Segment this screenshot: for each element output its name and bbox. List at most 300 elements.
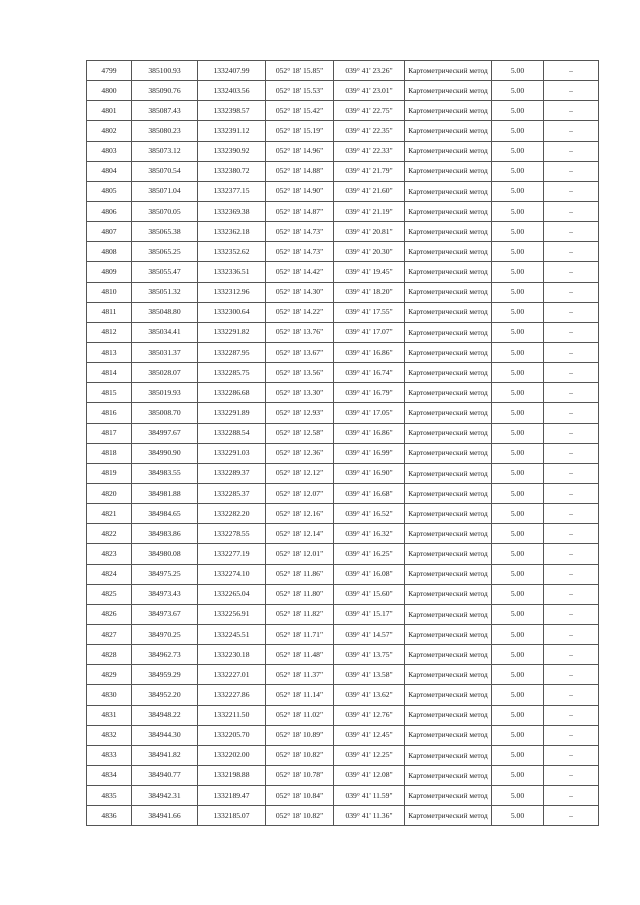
accuracy-cell: 5.00	[492, 423, 544, 443]
accuracy-cell: 5.00	[492, 806, 544, 826]
method-cell: Картометрический метод	[405, 302, 492, 322]
longitude-cell: 039° 41' 12.25"	[334, 745, 405, 765]
accuracy-cell: 5.00	[492, 101, 544, 121]
note-cell: –	[544, 121, 599, 141]
coord-x-cell: 385034.41	[132, 322, 198, 342]
longitude-cell: 039° 41' 16.08"	[334, 564, 405, 584]
note-cell: –	[544, 725, 599, 745]
coord-x-cell: 384952.20	[132, 685, 198, 705]
method-cell: Картометрический метод	[405, 383, 492, 403]
latitude-cell: 052° 18' 11.37"	[266, 665, 334, 685]
coord-y-cell: 1332245.51	[198, 624, 266, 644]
coord-x-cell: 384981.88	[132, 483, 198, 503]
note-cell: –	[544, 282, 599, 302]
method-cell: Картометрический метод	[405, 725, 492, 745]
method-cell: Картометрический метод	[405, 262, 492, 282]
coord-x-cell: 385090.76	[132, 81, 198, 101]
accuracy-cell: 5.00	[492, 81, 544, 101]
longitude-cell: 039° 41' 13.58"	[334, 665, 405, 685]
coord-x-cell: 385048.80	[132, 302, 198, 322]
latitude-cell: 052° 18' 13.76"	[266, 322, 334, 342]
longitude-cell: 039° 41' 16.32"	[334, 524, 405, 544]
coord-y-cell: 1332362.18	[198, 222, 266, 242]
coord-x-cell: 385065.38	[132, 222, 198, 242]
note-cell: –	[544, 765, 599, 785]
point-number-cell: 4815	[87, 383, 132, 403]
note-cell: –	[544, 403, 599, 423]
method-cell: Картометрический метод	[405, 645, 492, 665]
method-cell: Картометрический метод	[405, 786, 492, 806]
method-cell: Картометрический метод	[405, 121, 492, 141]
table-row	[87, 544, 599, 564]
longitude-cell: 039° 41' 19.45"	[334, 262, 405, 282]
coord-y-cell: 1332256.91	[198, 604, 266, 624]
method-cell: Картометрический метод	[405, 806, 492, 826]
table-row	[87, 463, 599, 483]
point-number-cell: 4807	[87, 222, 132, 242]
latitude-cell: 052° 18' 14.73"	[266, 222, 334, 242]
point-number-cell: 4811	[87, 302, 132, 322]
note-cell: –	[544, 604, 599, 624]
coord-x-cell: 384983.86	[132, 524, 198, 544]
method-cell: Картометрический метод	[405, 544, 492, 564]
note-cell: –	[544, 363, 599, 383]
latitude-cell: 052° 18' 12.01"	[266, 544, 334, 564]
point-number-cell: 4823	[87, 544, 132, 564]
table-row	[87, 524, 599, 544]
latitude-cell: 052° 18' 12.36"	[266, 443, 334, 463]
coord-y-cell: 1332274.10	[198, 564, 266, 584]
table-row	[87, 61, 599, 81]
table-row	[87, 705, 599, 725]
coord-x-cell: 385070.05	[132, 201, 198, 221]
coord-y-cell: 1332291.03	[198, 443, 266, 463]
point-number-cell: 4804	[87, 161, 132, 181]
note-cell: –	[544, 463, 599, 483]
point-number-cell: 4801	[87, 101, 132, 121]
note-cell: –	[544, 524, 599, 544]
method-cell: Картометрический метод	[405, 685, 492, 705]
longitude-cell: 039° 41' 18.20"	[334, 282, 405, 302]
note-cell: –	[544, 161, 599, 181]
accuracy-cell: 5.00	[492, 242, 544, 262]
note-cell: –	[544, 544, 599, 564]
accuracy-cell: 5.00	[492, 483, 544, 503]
longitude-cell: 039° 41' 21.60"	[334, 181, 405, 201]
coord-y-cell: 1332291.89	[198, 403, 266, 423]
coord-y-cell: 1332277.19	[198, 544, 266, 564]
method-cell: Картометрический метод	[405, 745, 492, 765]
point-number-cell: 4814	[87, 363, 132, 383]
longitude-cell: 039° 41' 21.19"	[334, 201, 405, 221]
table-row	[87, 181, 599, 201]
note-cell: –	[544, 624, 599, 644]
accuracy-cell: 5.00	[492, 725, 544, 745]
accuracy-cell: 5.00	[492, 262, 544, 282]
method-cell: Картометрический метод	[405, 624, 492, 644]
coord-y-cell: 1332285.75	[198, 363, 266, 383]
method-cell: Картометрический метод	[405, 443, 492, 463]
table-row	[87, 262, 599, 282]
accuracy-cell: 5.00	[492, 685, 544, 705]
method-cell: Картометрический метод	[405, 282, 492, 302]
method-cell: Картометрический метод	[405, 403, 492, 423]
latitude-cell: 052° 18' 15.19"	[266, 121, 334, 141]
latitude-cell: 052° 18' 14.42"	[266, 262, 334, 282]
coord-x-cell: 384975.25	[132, 564, 198, 584]
latitude-cell: 052° 18' 15.85"	[266, 61, 334, 81]
table-row	[87, 403, 599, 423]
method-cell: Картометрический метод	[405, 322, 492, 342]
latitude-cell: 052° 18' 15.42"	[266, 101, 334, 121]
latitude-cell: 052° 18' 11.14"	[266, 685, 334, 705]
point-number-cell: 4812	[87, 322, 132, 342]
accuracy-cell: 5.00	[492, 383, 544, 403]
point-number-cell: 4825	[87, 584, 132, 604]
method-cell: Картометрический метод	[405, 222, 492, 242]
point-number-cell: 4824	[87, 564, 132, 584]
coord-x-cell: 385008.70	[132, 403, 198, 423]
coord-x-cell: 385065.25	[132, 242, 198, 262]
point-number-cell: 4821	[87, 504, 132, 524]
coord-y-cell: 1332230.18	[198, 645, 266, 665]
latitude-cell: 052° 18' 14.73"	[266, 242, 334, 262]
coord-y-cell: 1332278.55	[198, 524, 266, 544]
method-cell: Картометрический метод	[405, 705, 492, 725]
note-cell: –	[544, 685, 599, 705]
coord-y-cell: 1332380.72	[198, 161, 266, 181]
accuracy-cell: 5.00	[492, 705, 544, 725]
coord-x-cell: 385080.23	[132, 121, 198, 141]
method-cell: Картометрический метод	[405, 81, 492, 101]
longitude-cell: 039° 41' 20.81"	[334, 222, 405, 242]
coord-y-cell: 1332336.51	[198, 262, 266, 282]
longitude-cell: 039° 41' 16.86"	[334, 423, 405, 443]
longitude-cell: 039° 41' 22.35"	[334, 121, 405, 141]
coord-x-cell: 384959.29	[132, 665, 198, 685]
method-cell: Картометрический метод	[405, 665, 492, 685]
coord-y-cell: 1332289.37	[198, 463, 266, 483]
longitude-cell: 039° 41' 17.07"	[334, 322, 405, 342]
note-cell: –	[544, 61, 599, 81]
latitude-cell: 052° 18' 12.12"	[266, 463, 334, 483]
method-cell: Картометрический метод	[405, 765, 492, 785]
latitude-cell: 052° 18' 11.02"	[266, 705, 334, 725]
table-row	[87, 443, 599, 463]
coord-y-cell: 1332189.47	[198, 786, 266, 806]
accuracy-cell: 5.00	[492, 665, 544, 685]
longitude-cell: 039° 41' 12.76"	[334, 705, 405, 725]
table-row	[87, 342, 599, 362]
method-cell: Картометрический метод	[405, 181, 492, 201]
coord-y-cell: 1332369.38	[198, 201, 266, 221]
note-cell: –	[544, 322, 599, 342]
accuracy-cell: 5.00	[492, 786, 544, 806]
point-number-cell: 4803	[87, 141, 132, 161]
point-number-cell: 4836	[87, 806, 132, 826]
coord-y-cell: 1332282.20	[198, 504, 266, 524]
method-cell: Картометрический метод	[405, 61, 492, 81]
coord-x-cell: 384997.67	[132, 423, 198, 443]
coord-x-cell: 384990.90	[132, 443, 198, 463]
point-number-cell: 4833	[87, 745, 132, 765]
coord-x-cell: 385055.47	[132, 262, 198, 282]
latitude-cell: 052° 18' 13.56"	[266, 363, 334, 383]
note-cell: –	[544, 806, 599, 826]
method-cell: Картометрический метод	[405, 483, 492, 503]
latitude-cell: 052° 18' 13.67"	[266, 342, 334, 362]
coord-x-cell: 385071.04	[132, 181, 198, 201]
coord-x-cell: 385051.32	[132, 282, 198, 302]
latitude-cell: 052° 18' 14.87"	[266, 201, 334, 221]
latitude-cell: 052° 18' 12.58"	[266, 423, 334, 443]
table-row	[87, 685, 599, 705]
coordinates-table-body	[87, 61, 599, 826]
note-cell: –	[544, 645, 599, 665]
point-number-cell: 4822	[87, 524, 132, 544]
point-number-cell: 4809	[87, 262, 132, 282]
accuracy-cell: 5.00	[492, 504, 544, 524]
coord-y-cell: 1332265.04	[198, 584, 266, 604]
accuracy-cell: 5.00	[492, 645, 544, 665]
latitude-cell: 052° 18' 10.82"	[266, 745, 334, 765]
coord-y-cell: 1332227.86	[198, 685, 266, 705]
coord-y-cell: 1332286.68	[198, 383, 266, 403]
coord-x-cell: 384970.25	[132, 624, 198, 644]
coord-y-cell: 1332398.57	[198, 101, 266, 121]
point-number-cell: 4817	[87, 423, 132, 443]
accuracy-cell: 5.00	[492, 443, 544, 463]
coord-x-cell: 385031.37	[132, 342, 198, 362]
coord-y-cell: 1332407.99	[198, 61, 266, 81]
point-number-cell: 4818	[87, 443, 132, 463]
latitude-cell: 052° 18' 11.80"	[266, 584, 334, 604]
latitude-cell: 052° 18' 13.30"	[266, 383, 334, 403]
table-row	[87, 201, 599, 221]
table-row	[87, 363, 599, 383]
latitude-cell: 052° 18' 10.84"	[266, 786, 334, 806]
longitude-cell: 039° 41' 14.57"	[334, 624, 405, 644]
method-cell: Картометрический метод	[405, 423, 492, 443]
point-number-cell: 4828	[87, 645, 132, 665]
coord-x-cell: 384948.22	[132, 705, 198, 725]
longitude-cell: 039° 41' 16.99"	[334, 443, 405, 463]
latitude-cell: 052° 18' 12.93"	[266, 403, 334, 423]
point-number-cell: 4829	[87, 665, 132, 685]
coord-y-cell: 1332287.95	[198, 342, 266, 362]
coord-x-cell: 385019.93	[132, 383, 198, 403]
longitude-cell: 039° 41' 23.01"	[334, 81, 405, 101]
coord-y-cell: 1332198.88	[198, 765, 266, 785]
coord-x-cell: 384941.66	[132, 806, 198, 826]
latitude-cell: 052° 18' 14.22"	[266, 302, 334, 322]
latitude-cell: 052° 18' 14.88"	[266, 161, 334, 181]
table-row	[87, 282, 599, 302]
accuracy-cell: 5.00	[492, 222, 544, 242]
longitude-cell: 039° 41' 17.55"	[334, 302, 405, 322]
table-row	[87, 765, 599, 785]
table-row	[87, 645, 599, 665]
longitude-cell: 039° 41' 16.79"	[334, 383, 405, 403]
point-number-cell: 4820	[87, 483, 132, 503]
longitude-cell: 039° 41' 11.59"	[334, 786, 405, 806]
point-number-cell: 4813	[87, 342, 132, 362]
note-cell: –	[544, 201, 599, 221]
longitude-cell: 039° 41' 23.26"	[334, 61, 405, 81]
method-cell: Картометрический метод	[405, 242, 492, 262]
longitude-cell: 039° 41' 16.90"	[334, 463, 405, 483]
table-row	[87, 161, 599, 181]
coord-x-cell: 384980.08	[132, 544, 198, 564]
coord-x-cell: 385073.12	[132, 141, 198, 161]
accuracy-cell: 5.00	[492, 544, 544, 564]
table-row	[87, 725, 599, 745]
table-row	[87, 141, 599, 161]
point-number-cell: 4827	[87, 624, 132, 644]
longitude-cell: 039° 41' 15.60"	[334, 584, 405, 604]
coord-y-cell: 1332288.54	[198, 423, 266, 443]
note-cell: –	[544, 443, 599, 463]
method-cell: Картометрический метод	[405, 101, 492, 121]
note-cell: –	[544, 483, 599, 503]
latitude-cell: 052° 18' 14.90"	[266, 181, 334, 201]
coord-x-cell: 384973.67	[132, 604, 198, 624]
note-cell: –	[544, 665, 599, 685]
coord-y-cell: 1332312.96	[198, 282, 266, 302]
coord-y-cell: 1332185.07	[198, 806, 266, 826]
point-number-cell: 4805	[87, 181, 132, 201]
note-cell: –	[544, 423, 599, 443]
note-cell: –	[544, 745, 599, 765]
accuracy-cell: 5.00	[492, 61, 544, 81]
latitude-cell: 052° 18' 12.14"	[266, 524, 334, 544]
accuracy-cell: 5.00	[492, 141, 544, 161]
latitude-cell: 052° 18' 15.53"	[266, 81, 334, 101]
table-row	[87, 745, 599, 765]
longitude-cell: 039° 41' 15.17"	[334, 604, 405, 624]
method-cell: Картометрический метод	[405, 201, 492, 221]
table-row	[87, 302, 599, 322]
coord-y-cell: 1332352.62	[198, 242, 266, 262]
coord-y-cell: 1332377.15	[198, 181, 266, 201]
method-cell: Картометрический метод	[405, 363, 492, 383]
method-cell: Картометрический метод	[405, 524, 492, 544]
latitude-cell: 052° 18' 14.30"	[266, 282, 334, 302]
coord-x-cell: 385087.43	[132, 101, 198, 121]
latitude-cell: 052° 18' 10.89"	[266, 725, 334, 745]
coord-y-cell: 1332285.37	[198, 483, 266, 503]
accuracy-cell: 5.00	[492, 564, 544, 584]
method-cell: Картометрический метод	[405, 564, 492, 584]
latitude-cell: 052° 18' 12.16"	[266, 504, 334, 524]
longitude-cell: 039° 41' 16.86"	[334, 342, 405, 362]
coord-x-cell: 384973.43	[132, 584, 198, 604]
point-number-cell: 4802	[87, 121, 132, 141]
note-cell: –	[544, 705, 599, 725]
latitude-cell: 052° 18' 10.82"	[266, 806, 334, 826]
point-number-cell: 4819	[87, 463, 132, 483]
coord-y-cell: 1332300.64	[198, 302, 266, 322]
table-row	[87, 121, 599, 141]
longitude-cell: 039° 41' 21.79"	[334, 161, 405, 181]
accuracy-cell: 5.00	[492, 745, 544, 765]
table-row	[87, 222, 599, 242]
coord-x-cell: 385028.07	[132, 363, 198, 383]
method-cell: Картометрический метод	[405, 141, 492, 161]
table-row	[87, 423, 599, 443]
note-cell: –	[544, 181, 599, 201]
coord-y-cell: 1332391.12	[198, 121, 266, 141]
table-row	[87, 504, 599, 524]
point-number-cell: 4799	[87, 61, 132, 81]
coord-y-cell: 1332205.70	[198, 725, 266, 745]
latitude-cell: 052° 18' 11.86"	[266, 564, 334, 584]
coord-x-cell: 384983.55	[132, 463, 198, 483]
longitude-cell: 039° 41' 16.25"	[334, 544, 405, 564]
accuracy-cell: 5.00	[492, 624, 544, 644]
coord-y-cell: 1332390.92	[198, 141, 266, 161]
longitude-cell: 039° 41' 16.52"	[334, 504, 405, 524]
point-number-cell: 4826	[87, 604, 132, 624]
table-row	[87, 786, 599, 806]
accuracy-cell: 5.00	[492, 524, 544, 544]
latitude-cell: 052° 18' 11.71"	[266, 624, 334, 644]
accuracy-cell: 5.00	[492, 161, 544, 181]
table-row	[87, 564, 599, 584]
table-row	[87, 624, 599, 644]
point-number-cell: 4832	[87, 725, 132, 745]
table-row	[87, 383, 599, 403]
method-cell: Картометрический метод	[405, 161, 492, 181]
latitude-cell: 052° 18' 11.82"	[266, 604, 334, 624]
accuracy-cell: 5.00	[492, 463, 544, 483]
accuracy-cell: 5.00	[492, 403, 544, 423]
table-row	[87, 242, 599, 262]
coord-x-cell: 384942.31	[132, 786, 198, 806]
note-cell: –	[544, 81, 599, 101]
table-row	[87, 604, 599, 624]
table-row	[87, 806, 599, 826]
point-number-cell: 4834	[87, 765, 132, 785]
latitude-cell: 052° 18' 11.48"	[266, 645, 334, 665]
coord-x-cell: 385100.93	[132, 61, 198, 81]
latitude-cell: 052° 18' 10.78"	[266, 765, 334, 785]
accuracy-cell: 5.00	[492, 342, 544, 362]
coord-y-cell: 1332403.56	[198, 81, 266, 101]
accuracy-cell: 5.00	[492, 201, 544, 221]
coord-x-cell: 384984.65	[132, 504, 198, 524]
point-number-cell: 4830	[87, 685, 132, 705]
point-number-cell: 4800	[87, 81, 132, 101]
method-cell: Картометрический метод	[405, 604, 492, 624]
note-cell: –	[544, 504, 599, 524]
accuracy-cell: 5.00	[492, 121, 544, 141]
note-cell: –	[544, 584, 599, 604]
note-cell: –	[544, 383, 599, 403]
coord-x-cell: 384940.77	[132, 765, 198, 785]
coord-y-cell: 1332211.50	[198, 705, 266, 725]
coord-x-cell: 385070.54	[132, 161, 198, 181]
longitude-cell: 039° 41' 12.45"	[334, 725, 405, 745]
longitude-cell: 039° 41' 11.36"	[334, 806, 405, 826]
point-number-cell: 4808	[87, 242, 132, 262]
note-cell: –	[544, 302, 599, 322]
point-number-cell: 4835	[87, 786, 132, 806]
table-row	[87, 584, 599, 604]
latitude-cell: 052° 18' 12.07"	[266, 483, 334, 503]
coord-x-cell: 384941.82	[132, 745, 198, 765]
coordinates-table	[86, 60, 599, 826]
